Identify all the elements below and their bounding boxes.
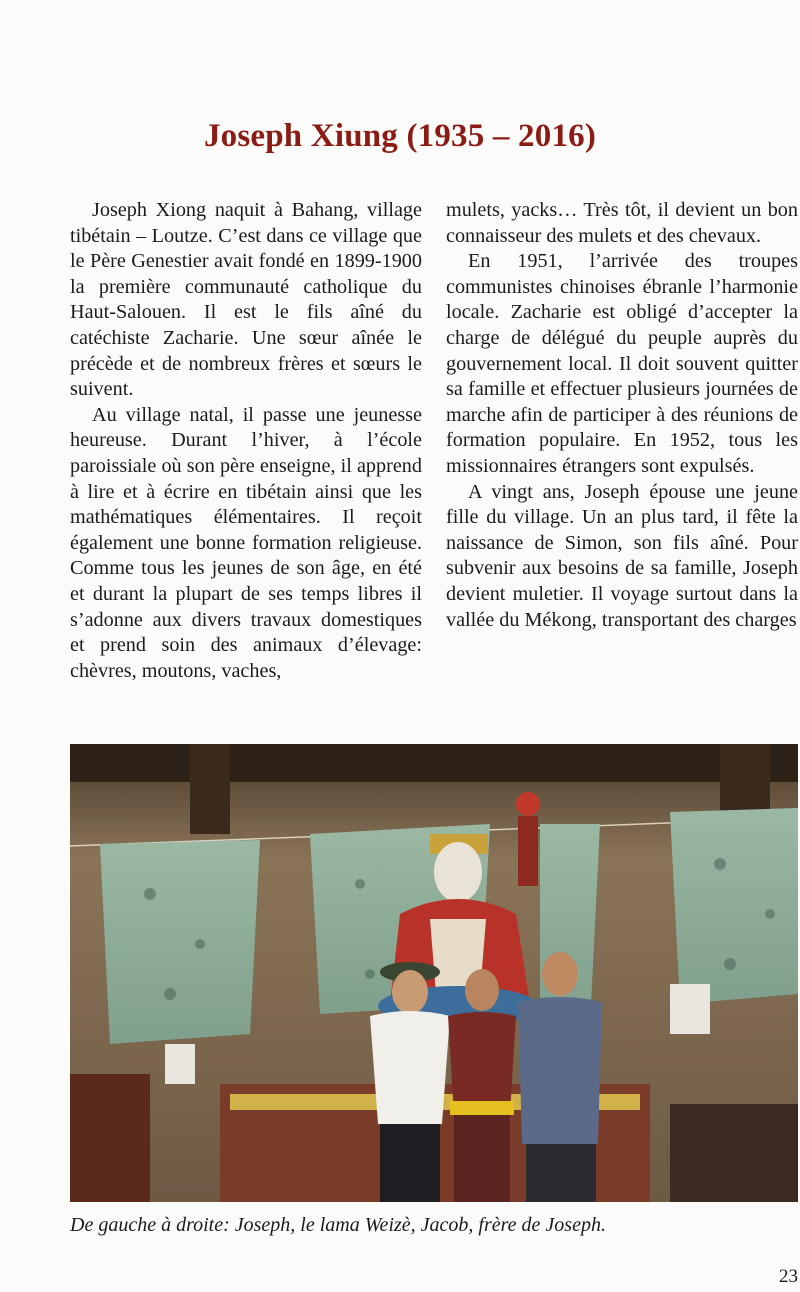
photo-caption: De gauche à droite: Joseph, le lama Weizè, Jacob, frère de Joseph.	[70, 1214, 606, 1236]
right-column	[446, 198, 798, 633]
temple-photo	[70, 744, 798, 1202]
page-number: 23	[779, 1266, 798, 1287]
article-title: Joseph Xiung (1935 – 2016)	[203, 118, 597, 154]
paragraph: Joseph Xiong naquit à Bahang, village tibétain – Loutze. C’est dans ce village que le Père Genestier avait fondé en 1899-1900 la première communauté catholique du Haut-Salouen. Il est le fils aîné du catéchiste Zacharie. Une sœur aînée le précède et de nombreux frères et sœurs le suivent.	[70, 199, 422, 401]
paragraph: Au village natal, il passe une jeunesse heureuse. Durant l’hiver, à l’école paroissiale où son père enseigne, il apprend à lire et à écrire en tibétain ainsi que les mathématiques élémentaires. Il reçoit également une bonne formation religieuse. Comme tous les jeunes de son âge, en été et durant la plupart de ses temps libres il s’adonne aux divers travaux domestiques et prend soin des animaux d’élevage: chèvres, moutons, vaches,	[70, 403, 422, 682]
left-column	[70, 198, 422, 684]
paragraph: A vingt ans, Joseph épouse une jeune fille du village. Un an plus tard, il fête la naissance de Simon, son fils aîné. Pour subvenir aux besoins de sa famille, Joseph devient muletier. Il voyage surtout dans la vallée du Mékong, transportant des charges	[446, 480, 798, 631]
paragraph-continued: mulets, yacks… Très tôt, il devient un bon connaisseur des mulets et des chevaux.	[446, 199, 798, 247]
paragraph: En 1951, l’arrivée des troupes communistes chinoises ébranle l’harmonie locale. Zacharie est obligé d’accepter la charge de délégué du peuple auprès du gouvernement local. Il doit souvent quitter sa famille et effectuer plusieurs journées de marche afin de participer à des réunions de formation populaire. En 1952, tous les missionnaires étrangers sont expulsés.	[446, 250, 798, 477]
